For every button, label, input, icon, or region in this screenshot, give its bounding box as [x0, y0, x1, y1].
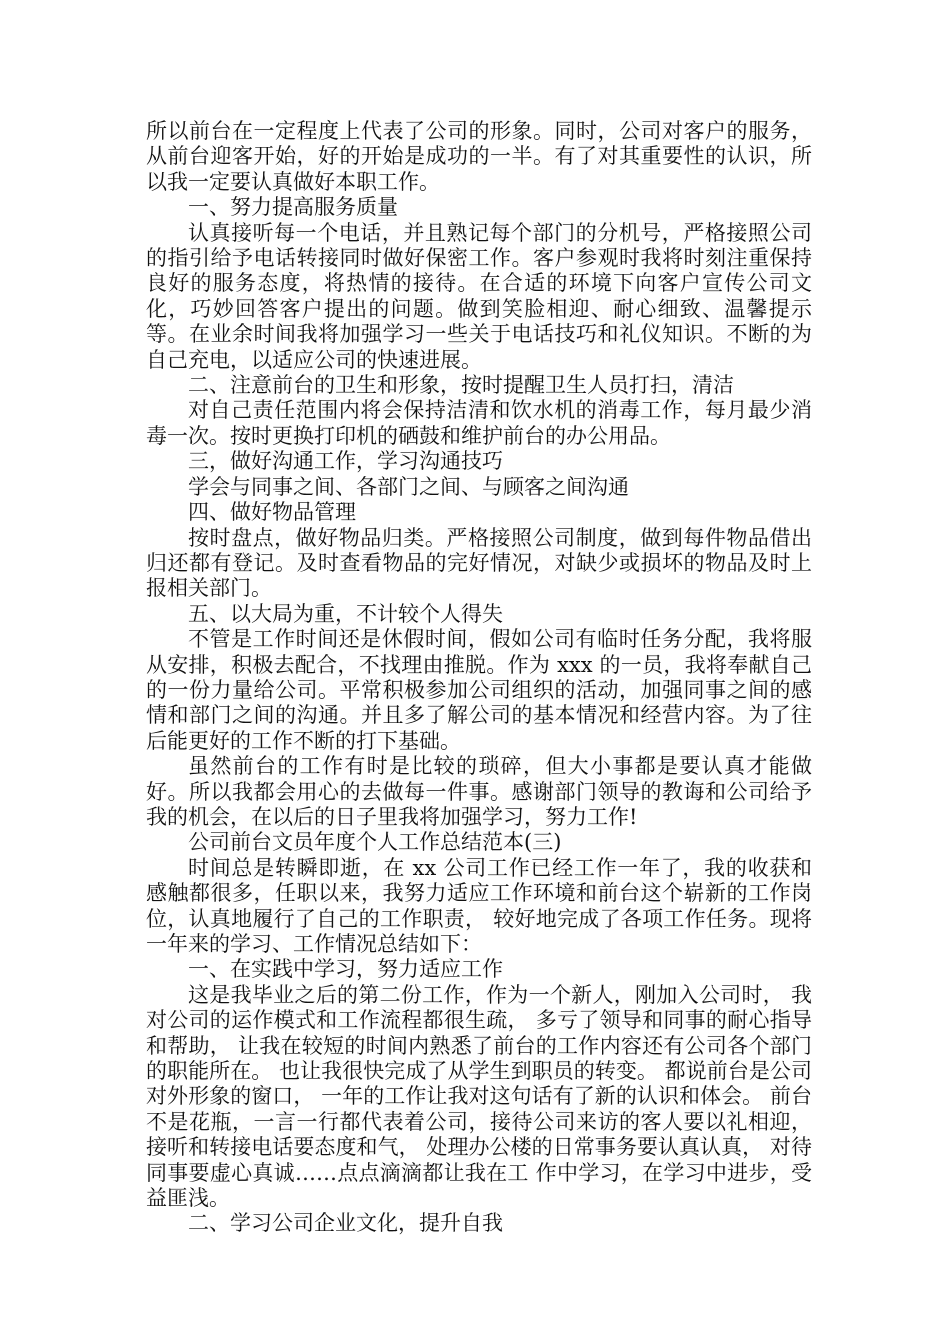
paragraph: 按时盘点，做好物品归类。严格接照公司制度，做到每件物品借出归还都有登记。及时查看物品的完好情况，对缺少或损坏的物品及时上报相关部门。 — [146, 525, 812, 601]
paragraph: 所以前台在一定程度上代表了公司的形象。同时，公司对客户的服务，从前台迎客开始，好的开始是成功的一半。有了对其重要性的认识，所以我一定要认真做好本职工作。 — [146, 119, 812, 194]
paragraph: 二、注意前台的卫生和形象，按时提醒卫生人员打扫，清洁 — [188, 373, 734, 398]
paragraph: 虽然前台的工作有时是比较的琐碎，但大小事都是要认真才能做好。所以我都会用心的去做每一件事。感谢部门领导的教诲和公司给予我的机会，在以后的日子里我将加强学习，努力工作! — [146, 754, 812, 829]
paragraph: 四、做好物品管理 — [188, 500, 356, 525]
paragraph: 一、在实践中学习，努力适应工作 — [188, 957, 503, 982]
paragraph: 认真接听每一个电话，并且熟记每个部门的分机号，严格接照公司的指引给予电话转接同时做好保密工作。客户参观时我将时刻注重保持良好的服务态度，将热情的接待。在合适的环境下向客户宣传公司文化，巧妙回答客户提出的问题。做到笑脸相迎、耐心细致、温馨提示等。在业余时间我将加强学习一些关于电话技巧和礼仪知识。不断的为自己充电，以适应公司的快速进展。 — [146, 220, 812, 372]
paragraph: 时间总是转瞬即逝，在 xx 公司工作已经工作一年了，我的收获和感触都很多，任职以来，我努力适应工作环境和前台这个崭新的工作岗位，认真地履行了自己的工作职责， 较好地完成了各项工作任务。现将一年来的学习、工作情况总结如下： — [146, 855, 812, 956]
paragraph: 对自己责任范围内将会保持洁清和饮水机的消毒工作，每月最少消毒一次。按时更换打印机的硒鼓和维护前台的办公用品。 — [146, 398, 812, 448]
paragraph: 学会与同事之间、各部门之间、与顾客之间沟通 — [188, 474, 629, 499]
document-body — [146, 119, 812, 1237]
paragraph: 这是我毕业之后的第二份工作，作为一个新人，刚加入公司时， 我对公司的运作模式和工作流程都很生疏， 多亏了领导和同事的耐心指导和帮助， 让我在较短的时间内熟悉了前台的工作内容还有公司各个部门的职能所在。 也让我很快完成了从学生到职员的转变。 都说前台是公司对外形象的窗口， 一年的工作让我对这句话有了新的认识和体会。 前台不是花瓶，一言一行都代表着公司，接待公司来访的客人要以礼相迎，接听和转接电话要态度和气， 处理办公楼的日常事务要认真认真， 对待同事要虚心真诚……点点滴滴都让我在工 作中学习，在学习中进步，受益匪浅。 — [146, 982, 812, 1211]
paragraph: 一、努力提高服务质量 — [188, 195, 398, 220]
paragraph: 公司前台文员年度个人工作总结范本(三) — [188, 830, 562, 855]
paragraph: 五、以大局为重，不计较个人得失 — [188, 601, 503, 626]
paragraph: 不管是工作时间还是休假时间，假如公司有临时任务分配，我将服从安排，积极去配合，不找理由推脱。作为 xxx 的一员，我将奉献自己的一份力量给公司。平常积极参加公司组织的活动，加强同事之间的感情和部门之间的沟通。并且多了解公司的基本情况和经营内容。为了往后能更好的工作不断的打下基础。 — [146, 627, 812, 753]
paragraph: 二、学习公司企业文化，提升自我 — [188, 1211, 503, 1236]
paragraph: 三，做好沟通工作，学习沟通技巧 — [188, 449, 503, 474]
